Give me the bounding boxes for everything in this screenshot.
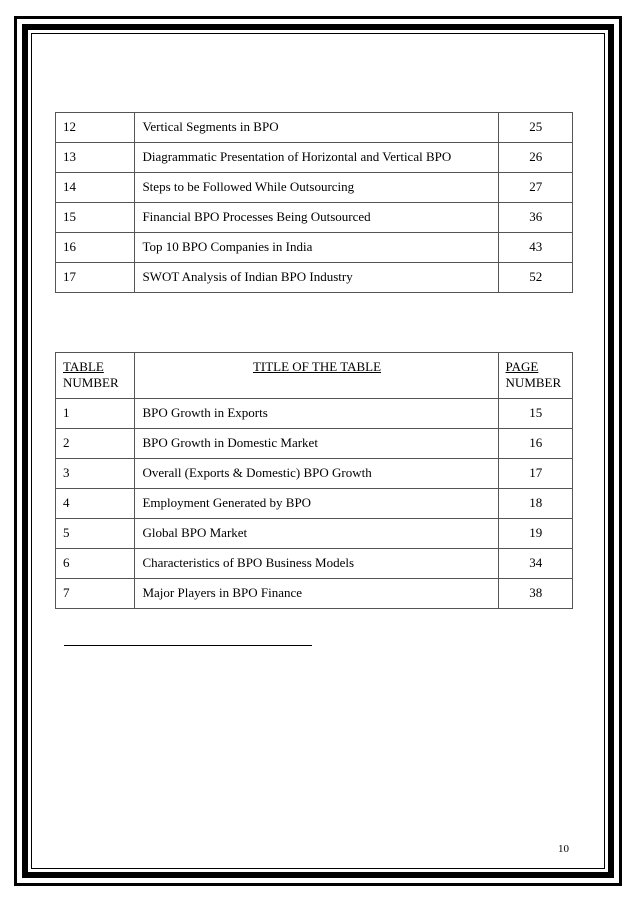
table-title: Characteristics of BPO Business Models [135,549,498,579]
header-title [135,353,498,399]
table-row [56,459,573,489]
figure-number: 12 [56,113,135,143]
figure-page: 26 [498,143,572,173]
figure-number: 13 [56,143,135,173]
table-row [56,579,573,609]
table-row [56,113,573,143]
figure-number: 16 [56,233,135,263]
table-title: BPO Growth in Exports [135,399,498,429]
table-header-row [56,353,573,399]
table-title: Overall (Exports & Domestic) BPO Growth [135,459,498,489]
figure-number: 15 [56,203,135,233]
table-row [56,143,573,173]
table-row [56,233,573,263]
table-row [56,263,573,293]
header-title-text: TITLE OF THE TABLE [252,359,382,374]
table-title: Major Players in BPO Finance [135,579,498,609]
table-page: 17 [498,459,572,489]
list-of-figures-table [55,112,573,293]
figure-title: Financial BPO Processes Being Outsourced [135,203,498,233]
table-number: 5 [56,519,135,549]
header-page-number-line2: NUMBER [505,375,562,390]
header-page-number-line1: PAGE [505,359,539,374]
table-number: 4 [56,489,135,519]
header-page-number [498,353,572,399]
table-row [56,173,573,203]
table-page: 34 [498,549,572,579]
table-number: 6 [56,549,135,579]
table-row [56,399,573,429]
table-page: 38 [498,579,572,609]
header-table-number-line1: TABLE [63,359,104,374]
table-number: 2 [56,429,135,459]
figure-title: Top 10 BPO Companies in India [135,233,498,263]
table-number: 1 [56,399,135,429]
table-row [56,429,573,459]
header-table-number [56,353,135,399]
footnote-separator-line [64,645,312,646]
table-page: 18 [498,489,572,519]
figure-page: 25 [498,113,572,143]
figure-title: SWOT Analysis of Indian BPO Industry [135,263,498,293]
table-row [56,519,573,549]
figure-number: 14 [56,173,135,203]
figure-title: Diagrammatic Presentation of Horizontal and Vertical BPO [135,143,498,173]
figure-title: Vertical Segments in BPO [135,113,498,143]
table-title: Global BPO Market [135,519,498,549]
figure-page: 27 [498,173,572,203]
figure-number: 17 [56,263,135,293]
figure-page: 36 [498,203,572,233]
page-number: 10 [558,843,569,855]
figure-title: Steps to be Followed While Outsourcing [135,173,498,203]
figure-page: 43 [498,233,572,263]
figure-page: 52 [498,263,572,293]
table-number: 3 [56,459,135,489]
table-number: 7 [56,579,135,609]
table-title: Employment Generated by BPO [135,489,498,519]
table-row [56,203,573,233]
header-table-number-line2: NUMBER [63,375,119,390]
table-page: 16 [498,429,572,459]
table-row [56,549,573,579]
table-title: BPO Growth in Domestic Market [135,429,498,459]
table-row [56,489,573,519]
table-page: 19 [498,519,572,549]
table-page: 15 [498,399,572,429]
list-of-tables-table [55,352,573,609]
